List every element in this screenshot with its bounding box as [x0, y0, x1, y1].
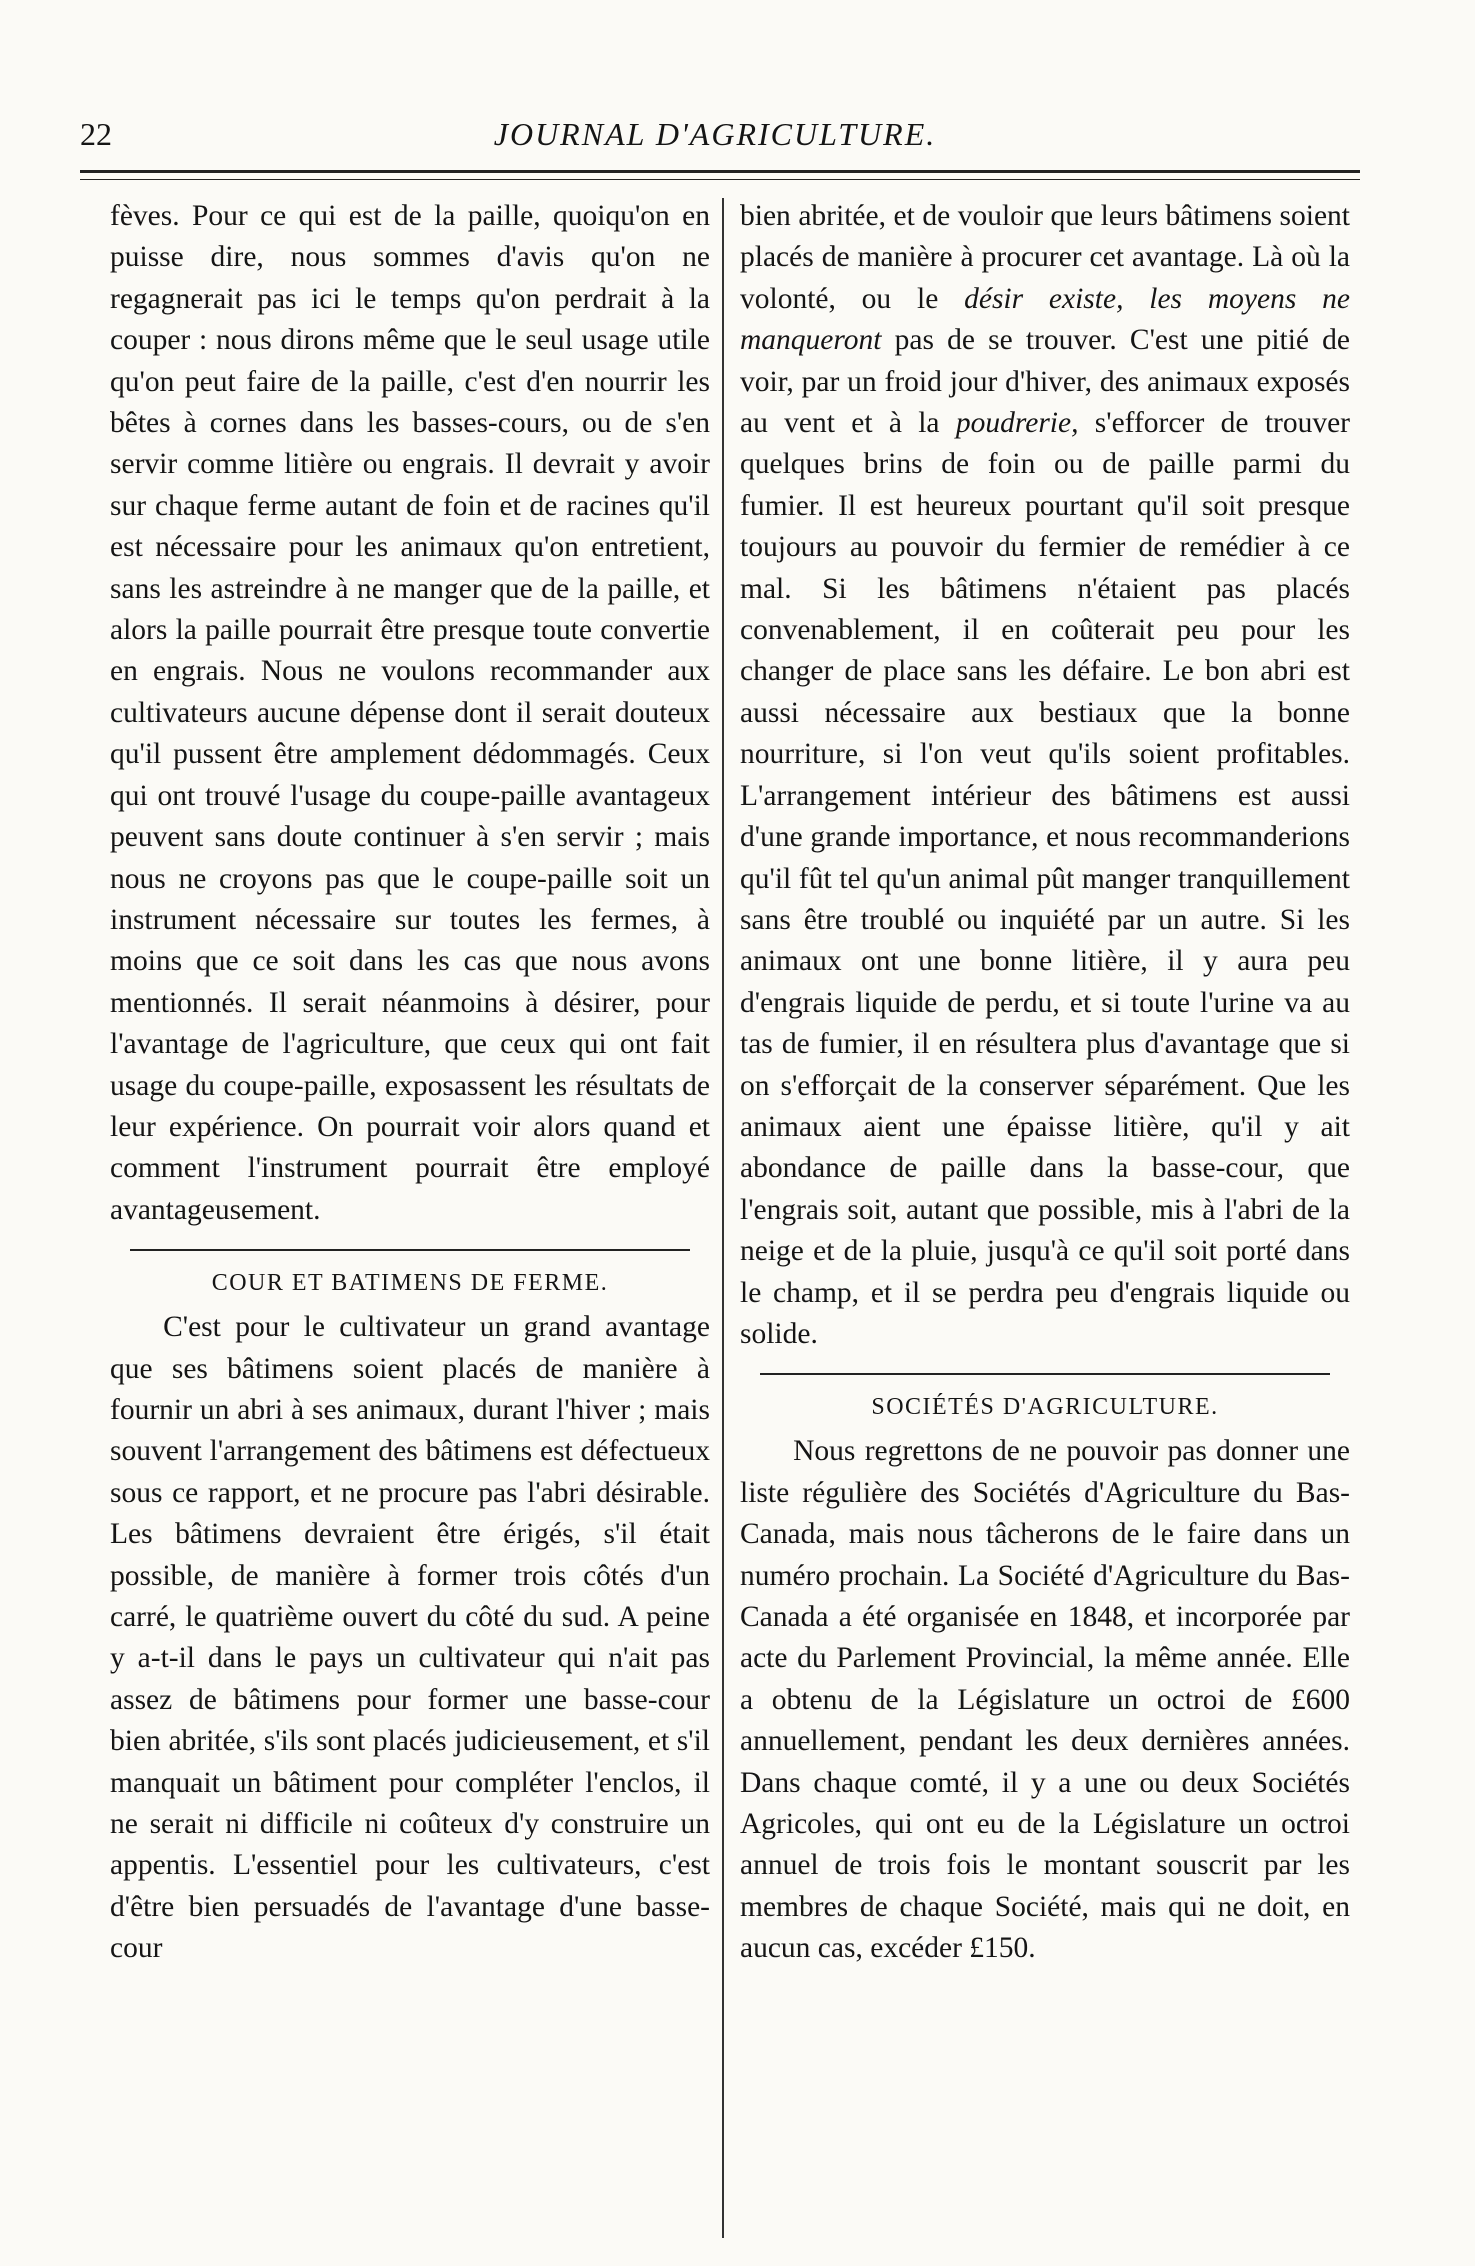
- page-header: [70, 112, 1360, 162]
- section-rule: [130, 1249, 690, 1251]
- right-column: [740, 196, 1350, 1970]
- paragraph-cour: C'est pour le cultivateur un grand avantage que ses bâtimens soient placés de manière à fournir un abri à ses animaux, durant l'hiver ; mais souvent l'arrangement des bâtimens est défectueux sous ce rapport, et ne procure pas l'abri désirable. Les bâtimens devraient être érigés, s'il était possible, de manière à former trois côtés d'un carré, le quatrième ouvert du côté du sud. A peine y a-t-il dans le pays un cultivateur qui n'ait pas assez de bâtimens pour former une basse-cour bien abritée, s'ils sont placés judicieusement, et s'il manquait un bâtiment pour compléter l'enclos, il ne serait ni difficile ni coûteux d'y construire un appentis. L'essentiel pour les cultivateurs, c'est d'être bien persuadés de l'avantage d'une basse-cour: [110, 1311, 710, 1965]
- text-run: pas de se trouver. C'est une pitié de voir, par un froid jour d'hiver, des animaux exposés au vent et à la: [740, 324, 1350, 440]
- italic-run: désir existe, les moyens ne manqueront: [740, 282, 1350, 357]
- running-title: JOURNAL D'AGRICULTURE.: [493, 116, 937, 152]
- header-rule: [80, 170, 1360, 180]
- section-rule: [760, 1373, 1330, 1375]
- section-title-cour: COUR ET BATIMENS DE FERME.: [211, 1270, 609, 1297]
- paragraph-straw: fèves. Pour ce qui est de la paille, quoiqu'on en puisse dire, nous sommes d'avis qu'on ne regagnerait pas ici le temps qu'on perdrait à la couper : nous dirons même que le seul usage utile qu'on peut faire de la paille, c'est d'en nourrir les bêtes à cornes dans les basses-cours, ou de s'en servir comme litière ou engrais. Il devrait y avoir sur chaque ferme autant de foin et de racines qu'il est nécessaire pour les animaux qu'on entretient, sans les astreindre à ne manger que de la paille, et alors la paille pourrait être presque toute convertie en engrais. Nous ne voulons recommander aux cultivateurs aucune dépense dont il serait douteux qu'il pussent être amplement dédommagés. Ceux qui ont trouvé l'usage du coupe-paille avantageux peuvent sans doute continuer à s'en servir ; mais nous ne croyons pas que le coupe-paille soit un instrument nécessaire sur toutes les fermes, à moins que ce soit dans les cas que nous avons mentionnés. Il serait néanmoins à désirer, pour l'avantage de l'agriculture, que ceux qui ont fait usage du coupe-paille, exposassent les résultats de leur expérience. On pourrait voir alors quand et comment l'instrument pourrait être employé avantageusement.: [110, 200, 710, 1226]
- paragraph-cour-continued: [740, 196, 1350, 1355]
- italic-run: poudrerie,: [955, 407, 1079, 440]
- section-title-societes: SOCIÉTÉS D'AGRICULTURE.: [871, 1394, 1219, 1421]
- page-number: 22: [80, 116, 112, 152]
- column-divider: [722, 198, 724, 2238]
- left-column: [110, 196, 710, 1970]
- text-run: s'efforcer de trouver quelques brins de foin ou de paille parmi du fumier. Il est heureux pourtant qu'il soit presque toujours au pouvoir du fermier de remédier à ce mal. Si les bâtimens n'étaient pas placés convenablement, il en coûterait peu pour les changer de place sans les défaire. Le bon abri est aussi nécessaire aux bestiaux que la bonne nourriture, si l'on veut qu'ils soient profitables. L'arrangement intérieur des bâtimens est aussi d'une grande importance, et nous recommanderions qu'il fût tel qu'un animal pût manger tranquillement sans être troublé ou inquiété par un autre. Si les animaux ont une bonne litière, il y aura peu d'engrais liquide de perdu, et si toute l'urine va au tas de fumier, il en résultera plus d'avantage que si on s'efforçait de la conserver séparément. Que les animaux aient une épaisse litière, qu'il y ait abondance de paille dans la basse-cour, que l'engrais soit, autant que possible, mis à l'abri de la neige et de la pluie, jusqu'à ce qu'il soit porté dans le champ, et il se perdra peu d'engrais liquide ou solide.: [740, 407, 1351, 1350]
- paragraph-societes: Nous regrettons de ne pouvoir pas donner une liste régulière des Sociétés d'Agriculture du Bas-Canada, mais nous tâcherons de le faire dans un numéro prochain. La Société d'Agriculture du Bas-Canada a été organisée en 1848, et incorporée par acte du Parlement Provincial, la même année. Elle a obtenu de la Législature un octroi de £600 annuellement, pendant les deux dernières années. Dans chaque comté, il y a une ou deux Sociétés Agricoles, qui ont eu de la Législature un octroi annuel de trois fois le montant souscrit par les membres de chaque Société, mais qui ne doit, en aucun cas, excéder £150.: [740, 1435, 1350, 1965]
- text-run: bien abritée, et de vouloir que leurs bâtimens soient placés de manière à procurer cet avantage. Là où la volonté, ou le: [740, 200, 1350, 315]
